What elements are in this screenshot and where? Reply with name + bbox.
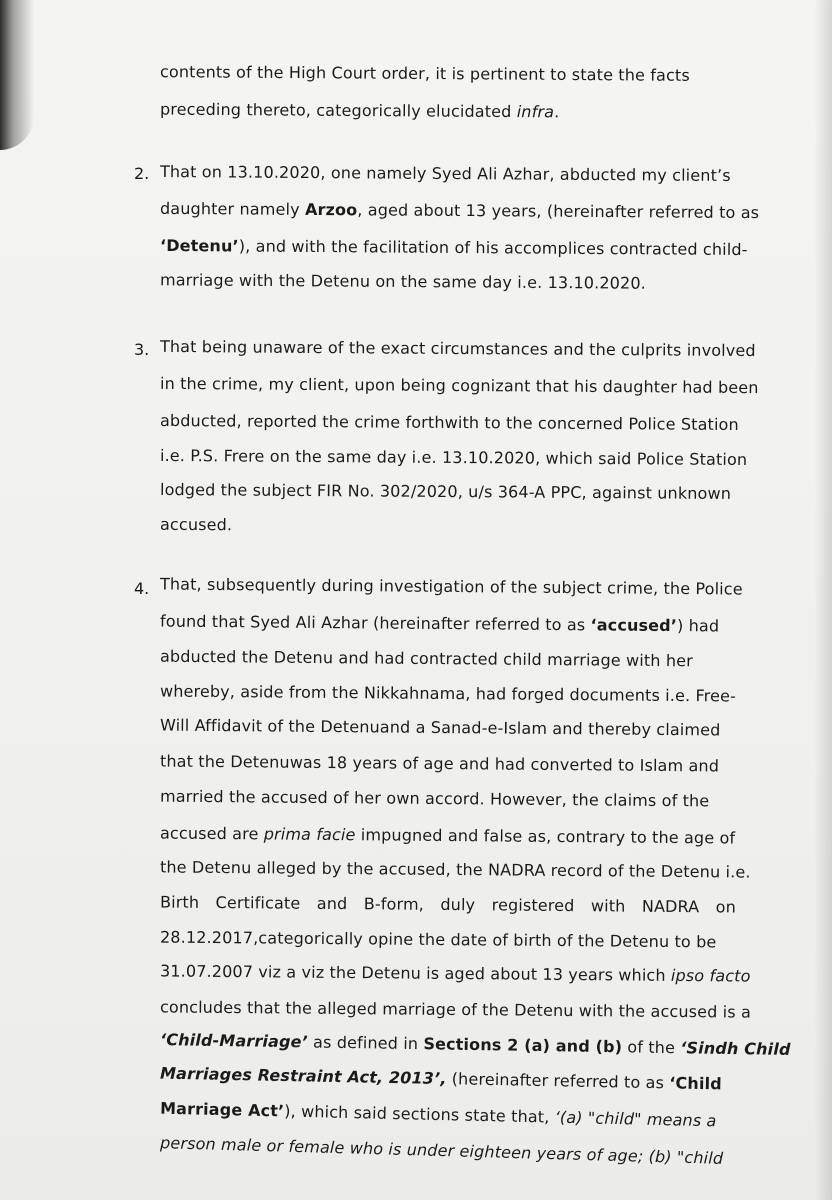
sections-reference: Sections 2 (a) and (b) [423,1034,623,1057]
para-4-word: with [590,896,626,916]
para-4-text: (hereinafter referred to as [446,1069,670,1093]
para-4-line-13: concludes that the alleged marriage of the Detenu with the accused is a [159,997,752,1022]
para-4-line-3: abducted the Detenu and had contracted child marriage with her [159,646,693,671]
child-definition-start: ‘(a) "child" means a [554,1107,717,1131]
para-4-line-16 [160,1097,717,1134]
para-4-text: ) had [676,616,720,636]
para-4-line-1: That, subsequently during investigation of the subject crime, the Police [159,574,743,599]
detenu-name: Arzoo [304,199,358,220]
para-3-line-4: i.e. P.S. Frere on the same day i.e. 13.10.2020, which said Police Station [159,445,748,470]
para-4-line-4: whereby, aside from the Nikkahnama, had forged documents i.e. Free- [159,681,737,706]
para-4-word: NADRA [641,896,700,917]
para-4-number: 4. [134,579,150,598]
para-4-text: of the [621,1037,681,1058]
para-4-line-11: 28.12.2017,categorically opine the date of birth of the Detenu to be [159,927,717,952]
para-4-text: ), which said sections state that, [284,1101,555,1127]
para-4-text: 31.07.2007 viz a viz the Detenu is aged about 13 years which [159,961,672,985]
intro-text: preceding thereto, categorically elucidated [159,99,517,122]
para-2-line-4: marriage with the Detenu on the same day i.e. 13.10.2020. [159,270,647,293]
child-marriage-term: ‘Child-Marriage’ [159,1030,309,1052]
para-4-word: B-form, [363,894,425,914]
detenu-term: ‘Detenu’ [159,235,239,256]
para-3-line-3: abducted, reported the crime forthwith to the concerned Police Station [159,410,739,435]
prima-facie: prima facie [263,824,356,845]
child-marriage-act-end: Marriage Act’ [159,1098,285,1121]
para-4-text: accused are [159,823,264,844]
ipso-facto: ipso facto [670,965,751,986]
para-2-line-2 [160,197,759,225]
para-4-word: and [316,893,348,914]
child-marriage-act-start: ‘Child [669,1073,723,1094]
para-4-word: Certificate [215,892,301,913]
para-3-line-6: accused. [159,514,233,535]
para-4-line-2 [160,610,719,639]
intro-line-1: contents of the High Court order, it is pertinent to state the facts [159,62,690,85]
intro-line-2 [160,98,560,125]
para-4-line-12 [160,959,751,988]
para-4-text: found that Syed Ali Azhar (hereinafter referred to as [159,611,591,635]
para-4-line-8 [160,821,735,850]
para-3-number: 3. [134,340,150,359]
para-4-line-5: Will Affidavit of the Detenuand a Sanad-e-Islam and thereby claimed [159,715,721,740]
para-2-number: 2. [134,164,150,183]
para-2-line-3 [160,234,748,262]
para-4-line-14 [160,1028,791,1062]
para-2-line-1: That on 13.10.2020, one namely Syed Ali Azhar, abducted my client’s [159,162,731,185]
para-2-text: daughter namely [159,198,306,219]
para-2-text: , aged about 13 years, (hereinafter referred to as [357,200,760,223]
para-2-text: ), and with the facilitation of his accomplices contracted child- [238,236,748,260]
sindh-child-act-start: ‘Sindh Child [680,1038,791,1059]
accused-term: ‘accused’ [590,615,678,636]
para-4-line-7: married the accused of her own accord. However, the claims of the [159,786,710,811]
para-3-line-1: That being unaware of the exact circumstances and the culprits involved [159,336,756,361]
para-4-line-6: that the Detenuwas 18 years of age and had converted to Islam and [159,751,720,776]
para-4-text: as defined in [307,1032,424,1054]
para-3-line-5: lodged the subject FIR No. 302/2020, u/s 364-A PPC, against unknown [159,480,732,503]
intro-infra: infra [516,102,555,122]
para-4-line-10 [160,890,736,919]
para-4-word: duly [440,894,476,915]
sindh-child-act-end: Marriages Restraint Act, 2013’, [159,1063,447,1089]
para-4-word: registered [491,895,575,916]
para-4-text: impugned and false as, contrary to the age of [355,825,736,848]
para-3-line-2: in the crime, my client, upon being cognizant that his daughter had been [159,373,759,398]
para-4-line-17: person male or female who is under eighteen years of age; (b) "child [159,1133,724,1168]
para-4-line-9: the Detenu alleged by the accused, the NADRA record of the Detenu i.e. [159,857,751,882]
para-4-line-15 [160,1062,722,1097]
para-4-word: on [715,897,737,917]
intro-period: . [554,102,560,122]
para-4-word: Birth [159,892,200,912]
